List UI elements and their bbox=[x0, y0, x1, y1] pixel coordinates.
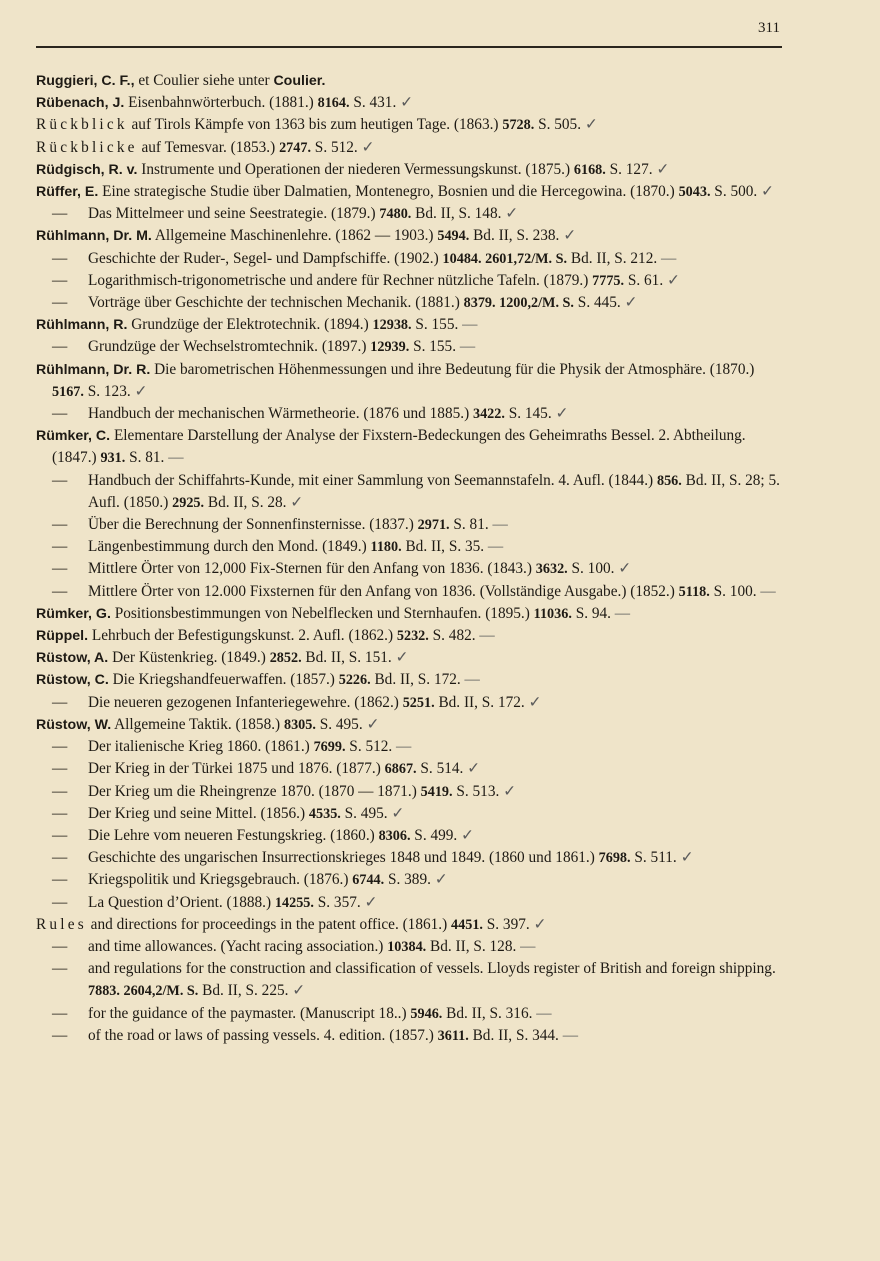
entry-title: and regulations for the construction and classification of vessels. Lloyds register of British and foreign shipping. bbox=[88, 960, 776, 978]
dash-mark: — bbox=[392, 738, 412, 756]
entry-title: Mittlere Örter von 12.000 Fixsternen für den Anfang von 1836. (Vollständige Ausgabe.) (1852.) bbox=[88, 582, 679, 600]
ditto-dash: — bbox=[52, 804, 68, 822]
entry-number: 856. bbox=[656, 472, 682, 489]
ditto-dash: — bbox=[52, 249, 68, 267]
catalog-entry bbox=[36, 159, 784, 181]
sub-entry bbox=[36, 292, 784, 314]
entry-number: 931. bbox=[100, 450, 126, 467]
entry-location: Bd. II, S. 344. bbox=[468, 1026, 559, 1044]
header-rule bbox=[36, 46, 782, 48]
catalog-entry bbox=[36, 92, 784, 114]
sub-entry bbox=[36, 692, 784, 714]
entry-number: 5728. bbox=[502, 117, 535, 134]
checkmark-icon: ✓ bbox=[501, 205, 519, 223]
entry-number: 8306. bbox=[378, 827, 411, 844]
entry-author: Rühlmann, R. bbox=[36, 317, 128, 334]
entry-number: 7480. bbox=[379, 206, 412, 223]
entry-number: 5118. bbox=[678, 583, 710, 600]
entry-location: Bd. II, S. 316. bbox=[442, 1004, 533, 1022]
entry-author: Rüffer, E. bbox=[36, 184, 99, 201]
entry-location: S. 512. bbox=[345, 738, 393, 756]
entry-title: Mittlere Örter von 12,000 Fix-Sternen für den Anfang von 1836. (1843.) bbox=[88, 560, 536, 578]
dash-mark: — bbox=[475, 627, 495, 645]
entry-keyword: Rückblick bbox=[36, 116, 128, 134]
entry-location: S. 61. bbox=[624, 271, 664, 289]
entry-title: auf Tirols Kämpfe von 1363 bis zum heutigen Tage. (1863.) bbox=[127, 116, 503, 134]
entry-number: 7698. bbox=[598, 850, 631, 867]
sub-entry bbox=[36, 847, 784, 869]
entry-title: Der Küstenkrieg. (1849.) bbox=[108, 649, 270, 667]
entry-number: 3632. bbox=[535, 561, 568, 578]
ditto-dash: — bbox=[52, 405, 68, 423]
entry-location: S. 155. bbox=[409, 338, 457, 356]
entry-title: Kriegspolitik und Kriegsgebrauch. (1876.) bbox=[88, 871, 353, 889]
entry-location: S. 445. bbox=[573, 294, 621, 312]
sub-entry bbox=[36, 203, 784, 225]
entry-author: Rümker, G. bbox=[36, 605, 111, 622]
ditto-dash: — bbox=[52, 294, 68, 312]
checkmark-icon: ✓ bbox=[430, 871, 448, 889]
entry-number: 7883. 2604,2/M. S. bbox=[88, 983, 199, 1000]
entry-number: 2925. bbox=[172, 494, 205, 511]
sub-entry bbox=[36, 958, 784, 1002]
entry-title: Der Krieg um die Rheingrenze 1870. (1870 — 1871.) bbox=[88, 782, 421, 800]
entry-author: Rüstow, W. bbox=[36, 716, 112, 733]
sub-entry bbox=[36, 270, 784, 292]
sub-entry bbox=[36, 758, 784, 780]
entry-location: S. 512. bbox=[310, 138, 358, 156]
entry-number: 6168. bbox=[573, 161, 606, 178]
entry-author: Rühlmann, Dr. M. bbox=[36, 228, 152, 245]
entry-number: 11036. bbox=[533, 605, 572, 622]
catalog-entry bbox=[36, 914, 784, 936]
entry-title: auf Temesvar. (1853.) bbox=[137, 138, 280, 156]
entry-number: 7699. bbox=[313, 739, 346, 756]
ditto-dash: — bbox=[52, 271, 68, 289]
sub-entry bbox=[36, 403, 784, 425]
entry-title: Die Lehre vom neueren Festungskrieg. (1860.) bbox=[88, 826, 379, 844]
sub-entry bbox=[36, 892, 784, 914]
ditto-dash: — bbox=[52, 738, 68, 756]
entry-number: 5946. bbox=[410, 1005, 443, 1022]
catalog-entry bbox=[36, 70, 784, 92]
entry-title: and time allowances. (Yacht racing association.) bbox=[88, 937, 388, 955]
entry-number: 8305. bbox=[283, 716, 316, 733]
entry-location: S. 127. bbox=[605, 160, 653, 178]
entry-number: 8164. bbox=[317, 95, 350, 112]
entry-location: S. 499. bbox=[410, 826, 458, 844]
entry-title: for the guidance of the paymaster. (Manuscript 18..) bbox=[88, 1004, 411, 1022]
sub-entry bbox=[36, 781, 784, 803]
entry-location: S. 495. bbox=[315, 715, 363, 733]
catalog-entry bbox=[36, 603, 784, 625]
dash-mark: — bbox=[460, 671, 480, 689]
entry-location: Bd. II, S. 212. bbox=[567, 249, 658, 267]
entry-location: S. 100. bbox=[567, 560, 615, 578]
checkmark-icon: ✓ bbox=[357, 138, 375, 156]
entry-location: Bd. II, S. 151. bbox=[301, 649, 392, 667]
ditto-dash: — bbox=[52, 582, 68, 600]
checkmark-icon: ✓ bbox=[663, 271, 680, 289]
sub-entry bbox=[36, 1003, 784, 1025]
dash-mark: — bbox=[558, 1026, 578, 1044]
entry-title: Instrumente und Operationen der niederen Vermessungskunst. (1875.) bbox=[137, 160, 574, 178]
entry-location: Bd. II, S. 128. bbox=[426, 937, 517, 955]
entry-location: S. 81. bbox=[125, 449, 165, 467]
entry-location: Bd. II, S. 172. bbox=[370, 671, 461, 689]
entry-title: Grundzüge der Wechselstromtechnik. (1897.) bbox=[88, 338, 371, 356]
sub-entry bbox=[36, 336, 784, 358]
ditto-dash: — bbox=[52, 560, 68, 578]
ditto-dash: — bbox=[52, 826, 68, 844]
entry-title: Handbuch der Schiffahrts-Kunde, mit einer Sammlung von Seemannstafeln. 4. Aufl. (1844.) bbox=[88, 471, 657, 489]
sub-entry bbox=[36, 1025, 784, 1047]
entry-crossref: Coulier. bbox=[273, 73, 326, 89]
entry-title: Positionsbestimmungen von Nebelflecken und Sternhaufen. (1895.) bbox=[110, 604, 534, 622]
ditto-dash: — bbox=[52, 1004, 68, 1022]
catalog-entry bbox=[36, 225, 784, 247]
entry-title: Die neueren gezogenen Infanteriegewehre. (1862.) bbox=[88, 693, 403, 711]
entry-author: Rümker, C. bbox=[36, 428, 111, 445]
ditto-dash: — bbox=[52, 782, 68, 800]
catalog-entry bbox=[36, 314, 784, 336]
entry-number: 1180. bbox=[370, 539, 402, 556]
checkmark-icon: ✓ bbox=[286, 493, 304, 511]
entry-title: Grundzüge der Elektrotechnik. (1894.) bbox=[127, 316, 373, 334]
entry-location: S. 94. bbox=[571, 604, 611, 622]
catalog-entry bbox=[36, 647, 784, 669]
entry-location: S. 389. bbox=[384, 871, 431, 889]
entry-keyword: Rückblicke bbox=[36, 138, 138, 156]
ditto-dash: — bbox=[52, 760, 68, 778]
ditto-dash: — bbox=[52, 693, 68, 711]
entry-number: 5494. bbox=[437, 228, 470, 245]
dash-mark: — bbox=[657, 249, 677, 267]
ditto-dash: — bbox=[52, 871, 68, 889]
entry-location: S. 431. bbox=[349, 94, 397, 112]
ditto-dash: — bbox=[52, 516, 68, 534]
entry-location: Bd. II, S. 238. bbox=[469, 227, 560, 245]
entry-number: 12939. bbox=[370, 339, 410, 356]
sub-entry bbox=[36, 558, 784, 580]
entry-title: Die Kriegshandfeuerwaffen. (1857.) bbox=[108, 671, 339, 689]
dash-mark: — bbox=[456, 338, 476, 356]
checkmark-icon: ✓ bbox=[524, 693, 542, 711]
entry-number: 2747. bbox=[279, 139, 311, 156]
checkmark-icon: ✓ bbox=[529, 915, 547, 933]
entry-number: 3611. bbox=[437, 1027, 469, 1044]
entry-number: 5251. bbox=[402, 694, 435, 711]
entry-location: S. 500. bbox=[710, 183, 758, 201]
checkmark-icon: ✓ bbox=[676, 849, 694, 867]
entry-title: La Question d’Orient. (1888.) bbox=[88, 893, 275, 911]
checkmark-icon: ✓ bbox=[360, 893, 378, 911]
checkmark-icon: ✓ bbox=[581, 116, 598, 134]
catalog-entry bbox=[36, 359, 784, 403]
checkmark-icon: ✓ bbox=[362, 715, 380, 733]
entry-location: Bd. II, S. 35. bbox=[401, 538, 485, 556]
checkmark-icon: ✓ bbox=[463, 760, 480, 778]
catalog-entry bbox=[36, 669, 784, 691]
entry-number: 2971. bbox=[417, 517, 450, 534]
entry-location: S. 505. bbox=[534, 116, 582, 134]
catalog-entry bbox=[36, 181, 784, 203]
dash-mark: — bbox=[458, 316, 478, 334]
sub-entry bbox=[36, 581, 784, 603]
catalog-entry bbox=[36, 625, 784, 647]
dash-mark: — bbox=[484, 538, 504, 556]
entry-location: S. 155. bbox=[411, 316, 459, 334]
page-number: 311 bbox=[758, 20, 780, 36]
entry-title: Die barometrischen Höhenmessungen und ihre Bedeutung für die Physik der Atmosphäre. (1870.) bbox=[150, 360, 755, 378]
sub-entry bbox=[36, 536, 784, 558]
entry-location: S. 513. bbox=[452, 782, 500, 800]
catalog-entry bbox=[36, 114, 784, 136]
entry-location: S. 81. bbox=[449, 516, 489, 534]
entry-number: 5167. bbox=[52, 383, 84, 400]
entry-title: Eine strategische Studie über Dalmatien, Montenegro, Bosnien und die Hercegowina. (1870.) bbox=[98, 183, 679, 201]
entry-location: S. 482. bbox=[428, 627, 476, 645]
entry-author: Rüppel. bbox=[36, 628, 89, 645]
entry-title: Über die Berechnung der Sonnenfinsternisse. (1837.) bbox=[88, 516, 418, 534]
entry-title: Geschichte der Ruder-, Segel- und Dampfschiffe. (1902.) bbox=[88, 249, 443, 267]
entry-keyword: Rules bbox=[36, 915, 87, 933]
sub-entry bbox=[36, 803, 784, 825]
entry-location: Bd. II, S. 148. bbox=[411, 205, 502, 223]
entry-title: Handbuch der mechanischen Wärmetheorie. (1876 und 1885.) bbox=[88, 405, 473, 423]
entry-title: Logarithmisch-trigonometrische und andere für Rechner nützliche Tafeln. (1879.) bbox=[88, 271, 593, 289]
dash-mark: — bbox=[756, 582, 776, 600]
dash-mark: — bbox=[164, 449, 184, 467]
checkmark-icon: ✓ bbox=[757, 183, 774, 201]
sub-entry bbox=[36, 248, 784, 270]
entry-title: Eisenbahnwörterbuch. (1881.) bbox=[124, 94, 318, 112]
ditto-dash: — bbox=[52, 471, 68, 489]
entry-location: S. 123. bbox=[83, 382, 131, 400]
entry-title: Der italienische Krieg 1860. (1861.) bbox=[88, 738, 314, 756]
entry-title: Elementare Darstellung der Analyse der Fixstern-Bedeckungen des Geheimraths Bessel. 2. Abtheilung. (1847.) bbox=[52, 427, 746, 467]
entry-title: Der Krieg in der Türkei 1875 und 1876. (1877.) bbox=[88, 760, 385, 778]
entry-location: S. 511. bbox=[630, 849, 677, 867]
ditto-dash: — bbox=[52, 338, 68, 356]
checkmark-icon: ✓ bbox=[288, 982, 306, 1000]
entry-number: 6744. bbox=[352, 872, 385, 889]
entry-title: Vorträge über Geschichte der technischen Mechanik. (1881.) bbox=[88, 294, 464, 312]
checkmark-icon: ✓ bbox=[652, 160, 670, 178]
entry-title: and directions for proceedings in the patent office. (1861.) bbox=[86, 915, 452, 933]
entry-location: S. 397. bbox=[482, 915, 530, 933]
entry-number: 4535. bbox=[308, 805, 341, 822]
entry-number: 6867. bbox=[384, 761, 417, 778]
entry-location: S. 514. bbox=[416, 760, 464, 778]
entry-author: Rühlmann, Dr. R. bbox=[36, 361, 151, 378]
entry-number: 5419. bbox=[420, 783, 453, 800]
entry-location: Bd. II, S. 225. bbox=[198, 982, 289, 1000]
dash-mark: — bbox=[488, 516, 508, 534]
entry-number: 5226. bbox=[338, 672, 371, 689]
entry-number: 5232. bbox=[396, 628, 429, 645]
ditto-dash: — bbox=[52, 893, 68, 911]
entry-location: Bd. II, S. 172. bbox=[434, 693, 525, 711]
catalog-entry bbox=[36, 714, 784, 736]
checkmark-icon: ✓ bbox=[130, 382, 148, 400]
entry-title: of the road or laws of passing vessels. 4. edition. (1857.) bbox=[88, 1026, 438, 1044]
entry-number: 7775. bbox=[592, 272, 625, 289]
entry-number: 14255. bbox=[274, 894, 314, 911]
entry-location: Bd. II, S. 28; 5. Aufl. (1850.) bbox=[88, 471, 780, 511]
checkmark-icon: ✓ bbox=[457, 826, 474, 844]
ditto-dash: — bbox=[52, 849, 68, 867]
entry-list bbox=[36, 70, 784, 1047]
ditto-dash: — bbox=[52, 538, 68, 556]
entry-title: Allgemeine Maschinenlehre. (1862 — 1903.) bbox=[151, 227, 438, 245]
entry-author: Rüstow, A. bbox=[36, 650, 109, 667]
entry-title: Längenbestimmung durch den Mond. (1849.) bbox=[88, 538, 371, 556]
ditto-dash: — bbox=[52, 1026, 68, 1044]
catalog-entry bbox=[36, 425, 784, 469]
checkmark-icon: ✓ bbox=[391, 649, 409, 667]
entry-title: Geschichte des ungarischen Insurrectionskrieges 1848 und 1849. (1860 und 1861.) bbox=[88, 849, 599, 867]
ditto-dash: — bbox=[52, 205, 68, 223]
entry-location: S. 100. bbox=[709, 582, 757, 600]
catalog-entry bbox=[36, 137, 784, 159]
sub-entry bbox=[36, 869, 784, 891]
entry-title: et Coulier siehe unter bbox=[134, 72, 274, 89]
entry-author: Ruggieri, C. F., bbox=[36, 73, 135, 89]
entry-author: Rüstow, C. bbox=[36, 672, 109, 689]
checkmark-icon: ✓ bbox=[620, 294, 638, 312]
sub-entry bbox=[36, 514, 784, 536]
checkmark-icon: ✓ bbox=[559, 227, 577, 245]
entry-title: Allgemeine Taktik. (1858.) bbox=[111, 715, 284, 733]
entry-number: 3422. bbox=[472, 406, 505, 423]
entry-number: 5043. bbox=[678, 184, 711, 201]
entry-location: S. 495. bbox=[340, 804, 388, 822]
sub-entry bbox=[36, 936, 784, 958]
entry-number: 12938. bbox=[372, 317, 412, 334]
checkmark-icon: ✓ bbox=[387, 804, 405, 822]
dash-mark: — bbox=[610, 604, 631, 622]
dash-mark: — bbox=[516, 937, 536, 955]
sub-entry bbox=[36, 470, 784, 514]
checkmark-icon: ✓ bbox=[551, 405, 569, 423]
checkmark-icon: ✓ bbox=[499, 782, 516, 800]
entry-location: Bd. II, S. 28. bbox=[204, 493, 287, 511]
ditto-dash: — bbox=[52, 937, 68, 955]
checkmark-icon: ✓ bbox=[396, 94, 413, 112]
ditto-dash: — bbox=[52, 960, 68, 978]
entry-author: Rüdgisch, R. v. bbox=[36, 161, 138, 178]
entry-number: 10484. 2601,72/M. S. bbox=[442, 250, 568, 267]
entry-title: Das Mittelmeer und seine Seestrategie. (1879.) bbox=[88, 205, 380, 223]
entry-number: 2852. bbox=[269, 650, 302, 667]
entry-location: S. 145. bbox=[504, 405, 552, 423]
sub-entry bbox=[36, 825, 784, 847]
entry-location: S. 357. bbox=[313, 893, 361, 911]
entry-title: Der Krieg und seine Mittel. (1856.) bbox=[88, 804, 309, 822]
entry-number: 8379. 1200,2/M. S. bbox=[463, 295, 574, 312]
sub-entry bbox=[36, 736, 784, 758]
entry-author: Rübenach, J. bbox=[36, 95, 125, 112]
dash-mark: — bbox=[532, 1004, 552, 1022]
entry-number: 10384. bbox=[387, 938, 427, 955]
entry-number: 4451. bbox=[451, 916, 483, 933]
checkmark-icon: ✓ bbox=[614, 560, 632, 578]
entry-title: Lehrbuch der Befestigungskunst. 2. Aufl. (1862.) bbox=[88, 627, 397, 645]
